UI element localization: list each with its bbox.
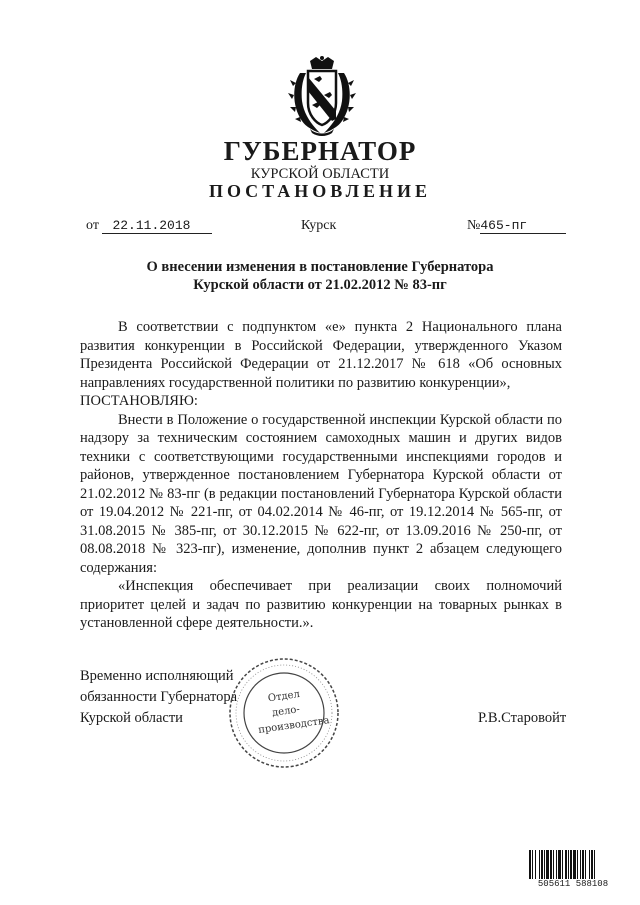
paragraph-amendment: Внести в Положение о государственной инспекции Курской области по надзору за техническим состоянием самоходных машин и других видов техники с соответствующими государственными инспекциями городов и районов, утвержденное постановлением Губернатора Курской области от 21.02.2012 № 83-пг (в редакции постановлений Губернатора Курской области от 19.04.2012 № 221-пг, от 04.02.2014 № 46-пг, от 19.12.2014 № 565-пг, от 31.08.2015 № 385-пг, от 30.12.2015 № 622-пг, от 13.09.2016 № 250-пг, от 08.08.2018 № 323-пг), изменение, дополнив пункт 2 абзацем следующего содержания: bbox=[80, 411, 562, 576]
paragraph-preamble: В соответствии с подпунктом «е» пункта 2 Национального плана развития конкуренции в Российской Федерации, утвержденного Указом Президента Российской Федерации от 21.12.2017 № 618 «Об основных направлениях государственной политики по развитию конкуренции», bbox=[80, 319, 562, 391]
stamp-line-1: Отдел bbox=[267, 688, 301, 705]
document-type: ПОСТАНОВЛЕНИЕ bbox=[208, 181, 432, 201]
header-title: ГУБЕРНАТОР bbox=[223, 136, 417, 166]
signatory-name: Р.В.Старовойт bbox=[478, 710, 567, 726]
paragraph-resolution: ПОСТАНОВЛЯЮ: bbox=[80, 393, 198, 409]
number-field bbox=[467, 218, 566, 234]
office-stamp bbox=[226, 655, 342, 771]
signature-line-1: Временно исполняющий bbox=[80, 668, 234, 684]
city-label: Курск bbox=[301, 218, 337, 233]
coat-of-arms-icon bbox=[288, 55, 356, 137]
signature-line-2: обязанности Губернатора bbox=[80, 689, 238, 705]
number-prefix: № bbox=[467, 218, 481, 233]
header-region: КУРСКОЙ ОБЛАСТИ bbox=[250, 166, 390, 182]
stamp-line-2: дело- bbox=[271, 704, 301, 719]
document-subject bbox=[0, 258, 640, 294]
date-field bbox=[86, 218, 212, 234]
barcode-number: 505611 588108 bbox=[528, 879, 618, 889]
stamp-line-3: производства bbox=[257, 715, 331, 736]
document-body bbox=[80, 318, 562, 633]
subject-line-2: Курской области от 21.02.2012 № 83-пг bbox=[193, 277, 447, 293]
date-prefix: от bbox=[86, 218, 99, 233]
document-number: 465-пг bbox=[480, 219, 566, 234]
subject-line-1: О внесении изменения в постановление Губернатора bbox=[146, 259, 494, 275]
signature-line-3: Курской области bbox=[80, 710, 183, 726]
signature-title bbox=[80, 666, 237, 729]
paragraph-quote: «Инспекция обеспечивает при реализации своих полномочий приоритет целей и задач по развитию конкуренции на товарных рынках в установленной сфере деятельности.». bbox=[80, 578, 562, 631]
document-date: 22.11.2018 bbox=[102, 219, 212, 234]
